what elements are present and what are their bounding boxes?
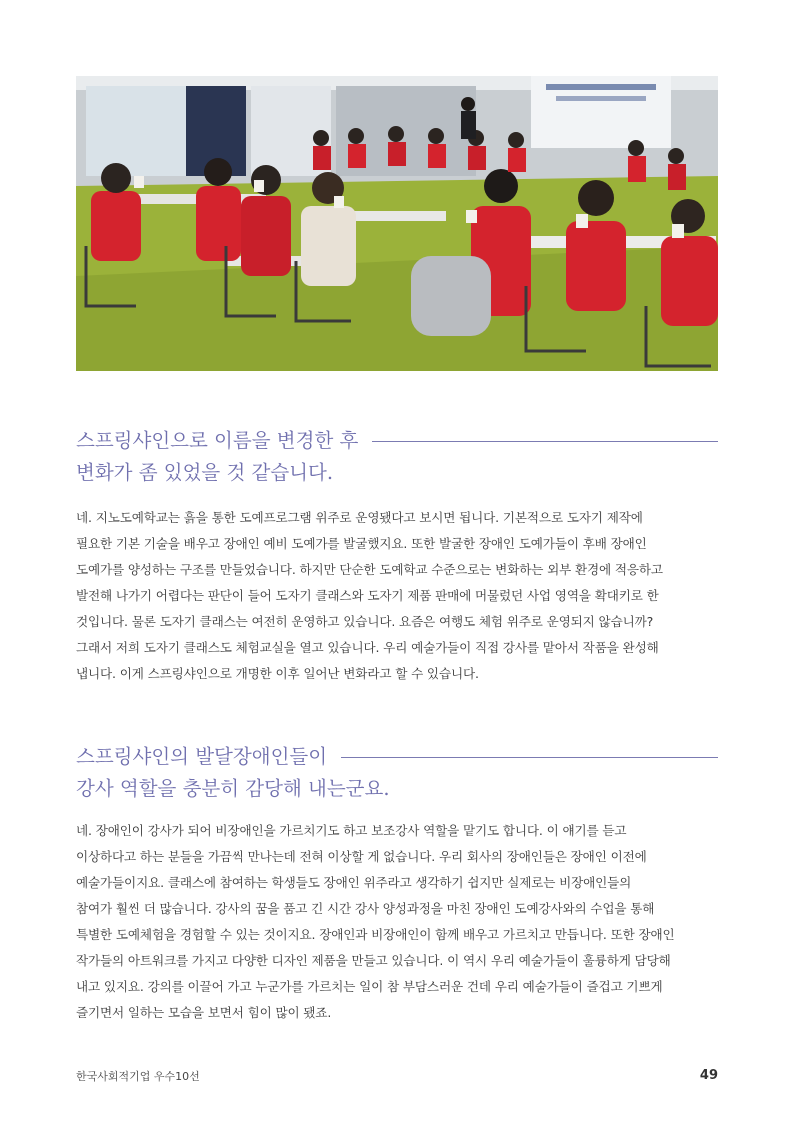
section2-question <box>76 741 718 805</box>
section1-answer-line: 냅니다. 이게 스프링샤인으로 개명한 이후 일어난 변화라고 할 수 있습니다. <box>76 666 479 681</box>
section2-answer-line: 작가들의 아트워크를 가지고 다양한 디자인 제품을 만들고 있습니다. 이 역시 우리 예술가들이 훌륭하게 담당해 <box>76 953 671 968</box>
section2-answer <box>76 818 718 1026</box>
section1-question-text-1: 스프링샤인으로 이름을 변경한 후 <box>76 429 359 452</box>
section2-answer-line: 예술가들이지요. 클래스에 참여하는 학생들도 장애인 위주라고 생각하기 쉽지만 실제로는 비장애인들의 <box>76 875 632 890</box>
section2-question-text-1: 스프링샤인의 발달장애인들이 <box>76 745 328 768</box>
section2-question-line-1 <box>76 741 718 773</box>
section1-question-rule <box>372 441 718 442</box>
section2-answer-line: 네. 장애인이 강사가 되어 비장애인을 가르치기도 하고 보조강사 역할을 맡기도 합니다. 이 얘기를 듣고 <box>76 823 627 838</box>
section2-answer-line: 특별한 도예체험을 경험할 수 있는 것이지요. 장애인과 비장애인이 함께 배우고 가르치고 만듭니다. 또한 장애인 <box>76 927 675 942</box>
section1-question-line-1 <box>76 425 718 457</box>
classroom-photo <box>76 76 718 371</box>
footer-publication: 한국사회적기업 우수10선 <box>76 1070 200 1083</box>
section1-answer-line: 도예가를 양성하는 구조를 만들었습니다. 하지만 단순한 도예학교 수준으로는 변화하는 외부 환경에 적응하고 <box>76 562 663 577</box>
section1-question-line-2 <box>76 457 718 489</box>
section1-answer-line: 것입니다. 물론 도자기 클래스는 여전히 운영하고 있습니다. 요즘은 여행도 체험 위주로 운영되지 않습니까? <box>76 614 654 629</box>
section1-answer-line: 필요한 기본 기술을 배우고 장애인 예비 도예가를 발굴했지요. 또한 발굴한 장애인 도예가들이 후배 장애인 <box>76 536 647 551</box>
section1-question <box>76 425 718 489</box>
page-number: 49 <box>699 1068 718 1083</box>
section2-answer-line: 이상하다고 하는 분들을 가끔씩 만나는데 전혀 이상할 게 없습니다. 우리 회사의 장애인들은 장애인 이전에 <box>76 849 647 864</box>
section2-question-text-2: 강사 역할을 충분히 감당해 내는군요. <box>76 777 390 800</box>
section1-answer-line: 네. 지노도예학교는 흙을 통한 도예프로그램 위주로 운영됐다고 보시면 됩니다. 기본적으로 도자기 제작에 <box>76 510 643 525</box>
section2-question-rule <box>341 757 718 758</box>
section1-question-text-2: 변화가 좀 있었을 것 같습니다. <box>76 461 334 484</box>
section1-answer-line: 그래서 저희 도자기 클래스도 체험교실을 열고 있습니다. 우리 예술가들이 직접 강사를 맡아서 작품을 완성해 <box>76 640 659 655</box>
classroom-photo-illustration <box>76 76 718 371</box>
section2-answer-line: 즐기면서 일하는 모습을 보면서 힘이 많이 됐죠. <box>76 1005 332 1020</box>
section1-answer <box>76 505 718 687</box>
section2-question-line-2 <box>76 773 718 805</box>
section1-answer-line: 발전해 나가기 어렵다는 판단이 들어 도자기 클래스와 도자기 제품 판매에 머물렀던 사업 영역을 확대키로 한 <box>76 588 659 603</box>
section2-answer-line: 참여가 훨씬 더 많습니다. 강사의 꿈을 품고 긴 시간 강사 양성과정을 마친 장애인 도예강사와의 수업을 통해 <box>76 901 655 916</box>
section2-answer-line: 내고 있지요. 강의를 이끌어 가고 누군가를 가르치는 일이 참 부담스러운 건데 우리 예술가들이 즐겁고 기쁘게 <box>76 979 663 994</box>
